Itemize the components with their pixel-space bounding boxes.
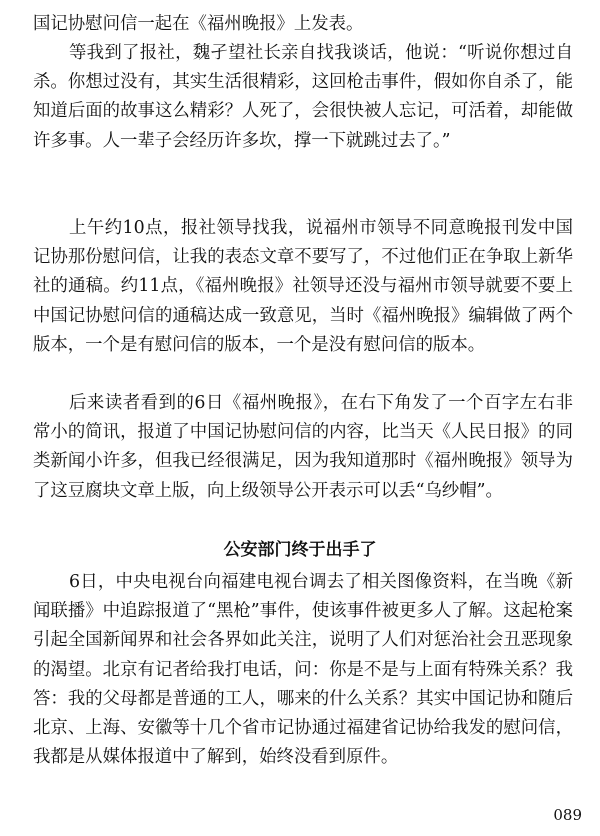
paragraph-editor-talk: 等我到了报社，魏孑望社长亲自找我谈话，他说：“听说你想过自杀。你想过没有，其实生活很精彩，这回枪击事件，假如你自杀了，能知道后面的故事这么精彩？人死了，会很快被人忘记，可活着，却能做许多事。人一辈子会经历许多坎，撑一下就跳过去了。”: [33, 43, 573, 151]
section-heading: 公安部门终于出手了: [223, 540, 377, 560]
paragraph-continuation: 国记协慰问信一起在《福州晚报》上发表。: [33, 14, 364, 34]
paragraph-readers-saw: 后来读者看到的6日《福州晚报》，在右下角发了一个百字左右非常小的简讯，报道了中国记协慰问信的内容，比当天《人民日报》的同类新闻小许多，但我已经很满足，因为我知道那时《福州晚报》领导为了这豆腐块文章上版，向上级领导公开表示可以丢“乌纱帽”。: [33, 393, 573, 501]
page-number: 089: [553, 806, 582, 824]
paragraph-morning-news: 上午约10点，报社领导找我，说福州市领导不同意晚报刊发中国记协那份慰问信，让我的表态文章不要写了，不过他们正在争取上新华社的通稿。约11点，《福州晚报》社领导还没与福州市领导就要不要上中国记协慰问信的通稿达成一致意见，当时《福州晚报》编辑做了两个版本，一个是有慰问信的版本，一个是没有慰问信的版本。: [33, 218, 573, 355]
paragraph-cctv-report: 6日，中央电视台向福建电视台调去了相关图像资料，在当晚《新闻联播》中追踪报道了“黑枪”事件，使该事件被更多人了解。这起枪案引起全国新闻界和社会各界如此关注，说明了人们对惩治社会丑恶现象的渴望。北京有记者给我打电话，问：你是不是与上面有特殊关系？我答：我的父母都是普通的工人，哪来的什么关系？其实中国记协和随后北京、上海、安徽等十几个省市记协通过福建省记协给我发的慰问信，我都是从媒体报道中了解到，始终没看到原件。: [33, 572, 573, 768]
